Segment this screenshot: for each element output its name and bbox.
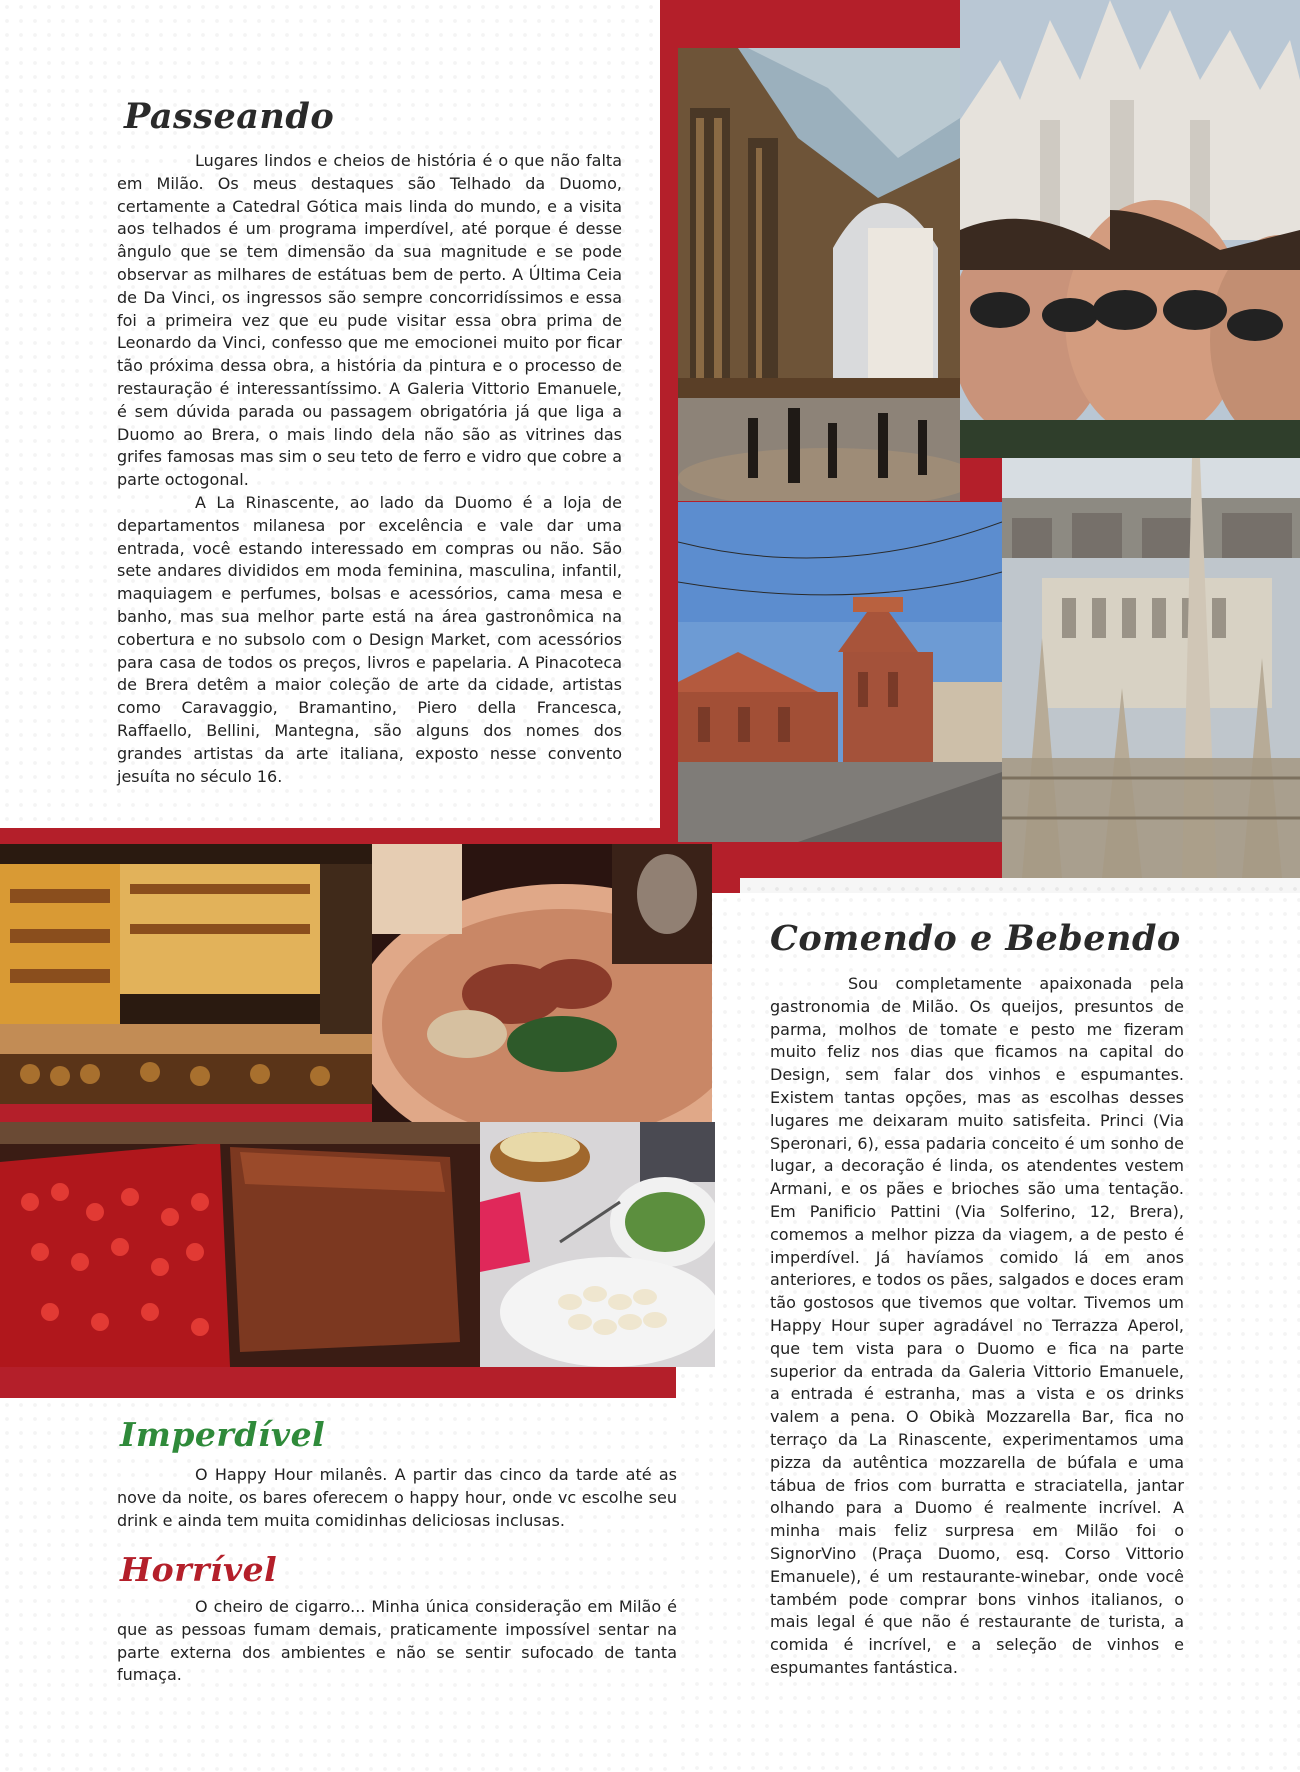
bottom-left-panel <box>0 1398 676 1772</box>
photo-selfie-duomo <box>960 0 1300 458</box>
photo-galleria-vittorio-emanuele <box>678 48 960 501</box>
photo-santa-maria-delle-grazie <box>678 502 1002 842</box>
comendo-heading: Comendo e Bebendo <box>770 918 1181 959</box>
horrivel-heading: Horrível <box>120 1550 278 1589</box>
imperdivel-heading: Imperdível <box>120 1415 326 1454</box>
horrivel-body <box>117 1596 677 1687</box>
photo-bakery-counter <box>0 844 372 1104</box>
horrivel-paragraph: O cheiro de cigarro... Minha única consideração em Milão é que as pessoas fumam demais, praticamente impossível sentar na parte externa dos ambientes e não se sentir sufocado de tanta fumaça. <box>117 1597 677 1685</box>
photo-duomo-rooftop-view <box>1002 458 1300 878</box>
photo-strawberry-tart <box>0 1122 480 1367</box>
comendo-paragraph: Sou completamente apaixonada pela gastronomia de Milão. Os queijos, presuntos de parma, molhos de tomate e pesto me fizeram muito feliz nos dias que ficamos na capital do Design, sem falar dos vinhos e espumantes. Existem tantas opções, mas as escolhas desses lugares me deixaram muito satisfeita. Princi (Via Speronari, 6), essa padaria conceito é um sonho de lugar, a decoração é linda, os atendentes vestem Armani, e os pães e brioches são uma tentação. Em Panificio Pattini (Via Solferino, 12, Brera), comemos a melhor pizza da viagem, a de pesto é imperdível. Já havíamos comido lá em anos anteriores, e todos os pães, salgados e doces eram tão gostosos que tivemos que voltar. Tivemos um Happy Hour super agradável no Terrazza Aperol, que tem vista para o Duomo e fica na parte superior da entrada da Galeria Vittorio Emanuele, a entrada é estranha, mas a vista e os drinks valem a pena. O Obikà Mozzarella Bar, fica no terraço da La Rinascente, experimentamos uma pizza da autêntica mozzarella de búfala e uma tábua de frios com burratta e straciatella, jantar olhando para a Duomo é realmente incrível. A minha mais feliz surpresa em Milão foi o SignorVino (Praça Duomo, esq. Corso Vittorio Emanuele), é um restaurante-winebar, onde você também pode comprar bons vinhos italianos, o mais legal é que não é restaurante de turista, a comida é incrível, e a seleção de vinhos e espumantes fantástica. <box>770 974 1184 1677</box>
imperdivel-paragraph: O Happy Hour milanês. A partir das cinco da tarde até as nove da noite, os bares oferecem o happy hour, onde vc escolhe seu drink e ainda tem muita comidinhas deliciosas inclusas. <box>117 1465 677 1530</box>
photo-gnocchi-table <box>480 1122 715 1367</box>
photo-antipasto-plate <box>372 844 712 1122</box>
passeando-body <box>117 150 622 788</box>
imperdivel-body <box>117 1464 677 1532</box>
passeando-heading: Passeando <box>124 96 335 137</box>
passeando-paragraph-2: A La Rinascente, ao lado da Duomo é a loja de departamentos milanesa por excelência e vale dar uma entrada, você estando interessado em compras ou não. São sete andares divididos em moda feminina, masculina, infantil, maquiagem e perfumes, bolsas e acessórios, cama mesa e banho, mas sua melhor parte está na área gastronômica na cobertura e no subsolo com o Design Market, com acessórios para casa de todos os preços, livros e papelaria. A Pinacoteca de Brera detêm a maior coleção de arte da cidade, artistas como Caravaggio, Bramantino, Piero della Francesca, Raffaello, Bellini, Mantegna, são alguns dos nomes dos grandes artistas da arte italiana, exposto nesse convento jesuíta no século 16. <box>117 492 622 786</box>
comendo-body <box>770 973 1184 1680</box>
passeando-paragraph-1: Lugares lindos e cheios de história é o que não falta em Milão. Os meus destaques são Telhado da Duomo, certamente a Catedral Gótica mais linda do mundo, e a visita aos telhados é um programa imperdível, até porque é desse ângulo que se tem dimensão da sua magnitude e se pode observar as milhares de estátuas bem de perto. A Última Ceia de Da Vinci, os ingressos são sempre concorridíssimos e essa foi a primeira vez que eu pude visitar essa obra prima de Leonardo da Vinci, confesso que me emocionei muito por ficar tão próxima dessa obra, a história da pintura e o processo de restauração é interessantíssimo. A Galeria Vittorio Emanuele, é sem dúvida parada ou passagem obrigatória já que liga a Duomo ao Brera, o mais lindo dela não são as vitrines das grifes famosas mas sim o seu teto de ferro e vidro que cobre a parte octogonal. <box>117 151 622 490</box>
